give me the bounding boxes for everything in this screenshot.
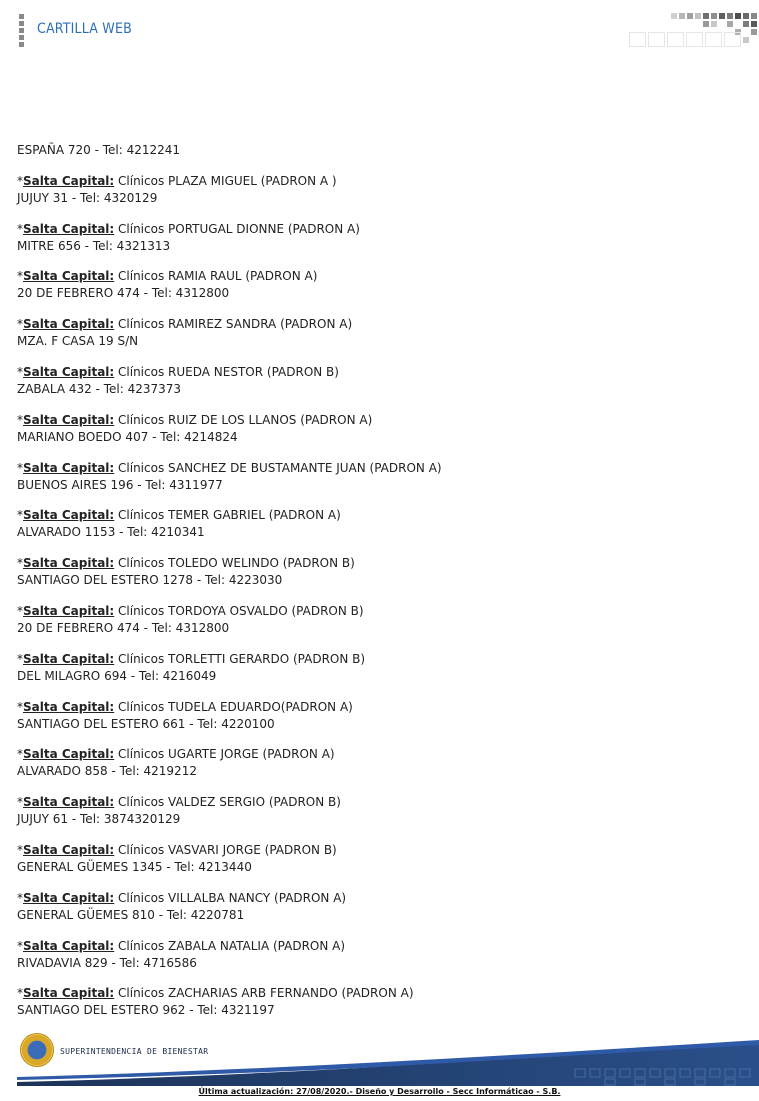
- provider-entry: [17, 890, 737, 924]
- entry-prefix: *: [17, 364, 23, 379]
- city-label: Salta Capital:: [23, 842, 115, 857]
- provider-name: Clínicos VILLALBA NANCY (PADRON A): [114, 890, 347, 905]
- provider-name: Clínicos RUEDA NESTOR (PADRON B): [114, 364, 339, 379]
- provider-address: ALVARADO 858 - Tel: 4219212: [17, 764, 197, 779]
- entry-prefix: *: [17, 173, 23, 188]
- provider-address: MZA. F CASA 19 S/N: [17, 334, 139, 349]
- entry-prefix: *: [17, 842, 23, 857]
- provider-address: 20 DE FEBRERO 474 - Tel: 4312800: [17, 286, 230, 301]
- provider-name: Clínicos TEMER GABRIEL (PADRON A): [114, 508, 341, 523]
- provider-entry: [17, 221, 737, 255]
- provider-name: Clínicos SANCHEZ DE BUSTAMANTE JUAN (PADRON A): [114, 460, 442, 475]
- header-bar-segment: [19, 35, 24, 40]
- entry-prefix: *: [17, 556, 23, 571]
- provider-entry: [17, 316, 737, 350]
- intro-entry: [17, 142, 737, 159]
- provider-entry: [17, 555, 737, 589]
- provider-name: Clínicos ZACHARIAS ARB FERNANDO (PADRON A): [114, 986, 414, 1001]
- provider-entry: [17, 412, 737, 446]
- provider-name: Clínicos RAMIA RAUL (PADRON A): [114, 269, 318, 284]
- provider-line: [17, 746, 737, 763]
- provider-line: [17, 794, 737, 811]
- city-label: Salta Capital:: [23, 460, 115, 475]
- provider-address: DEL MILAGRO 694 - Tel: 4216049: [17, 668, 217, 683]
- provider-line: [17, 507, 737, 524]
- footer-wave: [0, 1025, 759, 1087]
- provider-entry: [17, 173, 737, 207]
- provider-address: SANTIAGO DEL ESTERO 661 - Tel: 4220100: [17, 716, 275, 731]
- provider-line: [17, 173, 737, 190]
- provider-address: GENERAL GÜEMES 810 - Tel: 4220781: [17, 907, 245, 922]
- provider-line: [17, 268, 737, 285]
- provider-address: 20 DE FEBRERO 474 - Tel: 4312800: [17, 620, 230, 635]
- provider-address: JUJUY 31 - Tel: 4320129: [17, 190, 158, 205]
- header-bar-segment: [19, 21, 24, 26]
- provider-name: Clínicos ZABALA NATALIA (PADRON A): [114, 938, 346, 953]
- provider-name: Clínicos RUIZ DE LOS LLANOS (PADRON A): [114, 412, 373, 427]
- provider-address: GENERAL GÜEMES 1345 - Tel: 4213440: [17, 859, 252, 874]
- provider-name: Clínicos TORDOYA OSVALDO (PADRON B): [114, 603, 364, 618]
- provider-entry: [17, 364, 737, 398]
- provider-address: SANTIAGO DEL ESTERO 1278 - Tel: 4223030: [17, 573, 283, 588]
- city-label: Salta Capital:: [23, 317, 115, 332]
- city-label: Salta Capital:: [23, 508, 115, 523]
- entry-prefix: *: [17, 269, 23, 284]
- provider-list: [17, 142, 737, 1033]
- provider-entry: [17, 507, 737, 541]
- provider-entry: [17, 794, 737, 828]
- provider-name: Clínicos TORLETTI GERARDO (PADRON B): [114, 651, 366, 666]
- provider-line: [17, 364, 737, 381]
- provider-address: RIVADAVIA 829 - Tel: 4716586: [17, 955, 197, 970]
- provider-address: MITRE 656 - Tel: 4321313: [17, 238, 171, 253]
- provider-line: [17, 842, 737, 859]
- provider-address: MARIANO BOEDO 407 - Tel: 4214824: [17, 429, 238, 444]
- provider-name: Clínicos TUDELA EDUARDO(PADRON A): [114, 699, 353, 714]
- entry-prefix: *: [17, 317, 23, 332]
- provider-name: Clínicos RAMIREZ SANDRA (PADRON A): [114, 317, 353, 332]
- city-label: Salta Capital:: [23, 603, 115, 618]
- provider-address: JUJUY 61 - Tel: 3874320129: [17, 812, 181, 827]
- entry-prefix: *: [17, 221, 23, 236]
- header-bar-segment: [19, 28, 24, 33]
- city-label: Salta Capital:: [23, 890, 115, 905]
- provider-entry: [17, 699, 737, 733]
- provider-line: [17, 412, 737, 429]
- provider-name: Clínicos TOLEDO WELINDO (PADRON B): [114, 556, 355, 571]
- provider-name: Clínicos VASVARI JORGE (PADRON B): [114, 842, 337, 857]
- city-label: Salta Capital:: [23, 747, 115, 762]
- provider-line: [17, 221, 737, 238]
- entry-prefix: *: [17, 890, 23, 905]
- provider-entry: [17, 268, 737, 302]
- provider-name: Clínicos UGARTE JORGE (PADRON A): [114, 747, 335, 762]
- city-label: Salta Capital:: [23, 364, 115, 379]
- header-decoration: [629, 10, 759, 50]
- provider-entry: [17, 938, 737, 972]
- page-header: [0, 0, 759, 60]
- entry-prefix: *: [17, 651, 23, 666]
- city-label: Salta Capital:: [23, 986, 115, 1001]
- provider-name: Clínicos PLAZA MIGUEL (PADRON A ): [114, 173, 337, 188]
- entry-prefix: *: [17, 938, 23, 953]
- city-label: Salta Capital:: [23, 938, 115, 953]
- provider-line: [17, 938, 737, 955]
- entry-prefix: *: [17, 603, 23, 618]
- provider-line: [17, 651, 737, 668]
- page-footer: [0, 1025, 759, 1101]
- page-title: CARTILLA WEB: [37, 21, 132, 37]
- provider-address: BUENOS AIRES 196 - Tel: 4311977: [17, 477, 223, 492]
- city-label: Salta Capital:: [23, 269, 115, 284]
- provider-address: SANTIAGO DEL ESTERO 962 - Tel: 4321197: [17, 1003, 275, 1018]
- header-bar-segment: [19, 14, 24, 19]
- provider-entry: [17, 603, 737, 637]
- provider-line: [17, 603, 737, 620]
- provider-line: [17, 555, 737, 572]
- provider-address: ZABALA 432 - Tel: 4237373: [17, 381, 182, 396]
- entry-prefix: *: [17, 412, 23, 427]
- last-updated-note: Última actualización: 27/08/2020.- Diseño y Desarrollo - Secc Informáticao - S.B.: [198, 1087, 561, 1096]
- entry-prefix: *: [17, 699, 23, 714]
- city-label: Salta Capital:: [23, 412, 115, 427]
- provider-address: ALVARADO 1153 - Tel: 4210341: [17, 525, 205, 540]
- provider-line: [17, 316, 737, 333]
- city-label: Salta Capital:: [23, 556, 115, 571]
- provider-line: [17, 699, 737, 716]
- entry-prefix: *: [17, 747, 23, 762]
- city-label: Salta Capital:: [23, 221, 115, 236]
- provider-entry: [17, 460, 737, 494]
- provider-line: [17, 985, 737, 1002]
- entry-prefix: *: [17, 986, 23, 1001]
- institution-seal-icon: [20, 1033, 54, 1067]
- provider-name: Clínicos PORTUGAL DIONNE (PADRON A): [114, 221, 360, 236]
- provider-entry: [17, 842, 737, 876]
- provider-line: [17, 890, 737, 907]
- city-label: Salta Capital:: [23, 699, 115, 714]
- provider-line: [17, 460, 737, 477]
- city-label: Salta Capital:: [23, 173, 115, 188]
- provider-name: Clínicos VALDEZ SERGIO (PADRON B): [114, 795, 341, 810]
- entry-prefix: *: [17, 460, 23, 475]
- intro-address: ESPAÑA 720 - Tel: 4212241: [17, 143, 181, 157]
- provider-entry: [17, 651, 737, 685]
- city-label: Salta Capital:: [23, 795, 115, 810]
- entry-prefix: *: [17, 508, 23, 523]
- city-label: Salta Capital:: [23, 651, 115, 666]
- header-bar-segment: [19, 42, 24, 47]
- provider-entry: [17, 985, 737, 1019]
- entry-prefix: *: [17, 795, 23, 810]
- provider-entry: [17, 746, 737, 780]
- organization-name: SUPERINTENDENCIA DE BIENESTAR: [60, 1047, 209, 1056]
